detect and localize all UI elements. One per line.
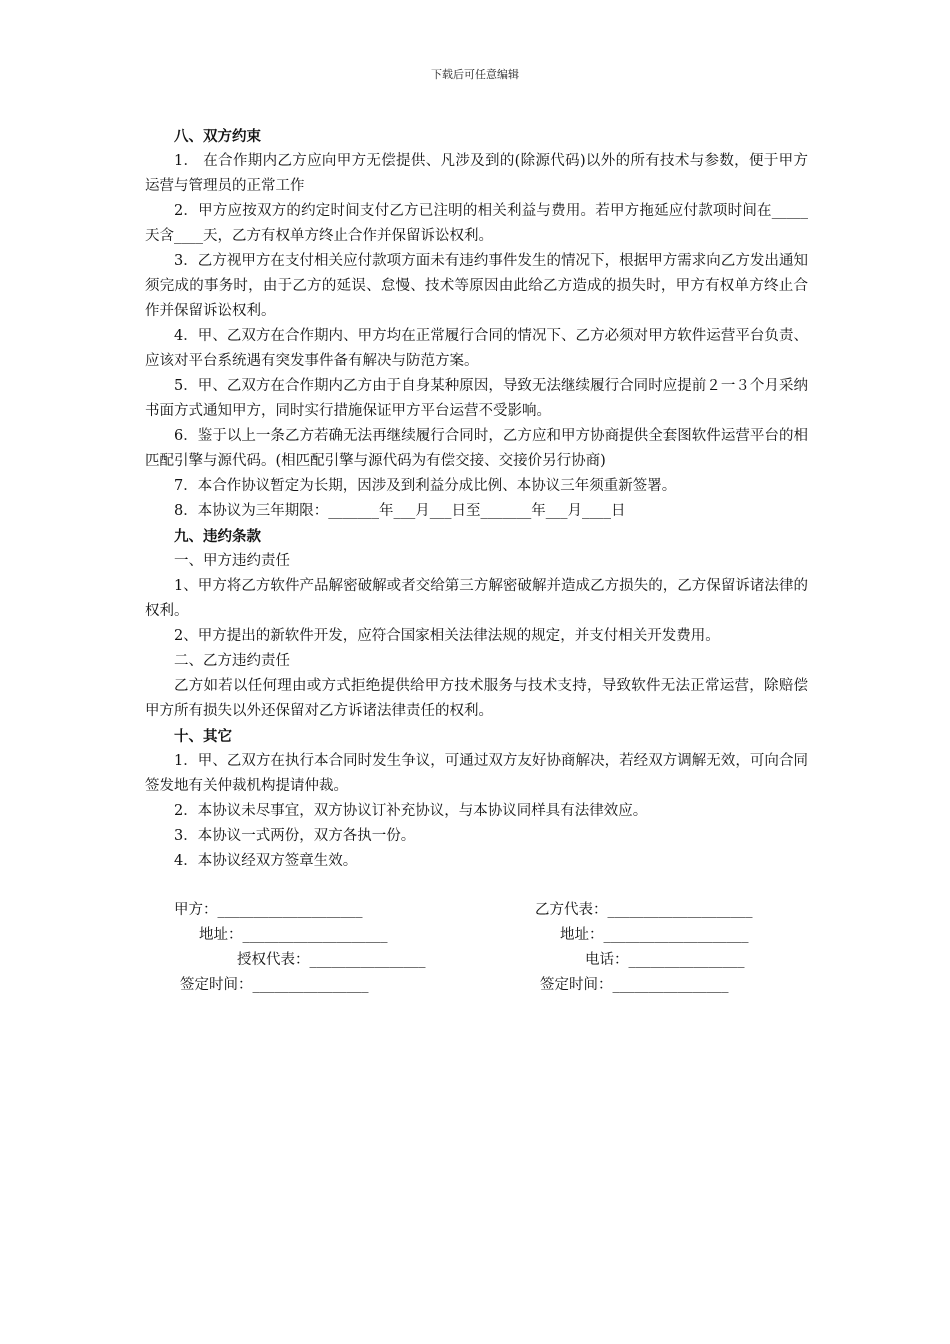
section-heading: 十、其它 (174, 728, 232, 745)
clause-paragraph: 8．本协议为三年期限：_______年___月___日至_______年___月____日 (174, 503, 626, 519)
contract-body (145, 124, 808, 874)
clause-paragraph: 2．本协议未尽事宜，双方协议订补充协议，与本协议同样具有法律效应。 (174, 803, 648, 819)
party-b-sign-date-field: 签定时间：________________ (540, 977, 729, 993)
party-a-authorized-rep-field: 授权代表：________________ (237, 952, 426, 968)
signature-row (0, 948, 950, 973)
clause-paragraph: 1． 在合作期内乙方应向甲方无偿提供、凡涉及到的(除源代码)以外的所有技术与参数，便于甲方运营与管理员的正常工作 (145, 153, 808, 194)
clause-paragraph: 4．本协议经双方签章生效。 (174, 853, 358, 869)
party-a-field: 甲方：____________________ (174, 902, 363, 918)
signature-row (0, 898, 950, 923)
subsection-heading: 二、乙方违约责任 (174, 653, 290, 669)
section-heading: 八、双方约束 (174, 128, 261, 145)
clause-paragraph: 7．本合作协议暂定为长期，因涉及到利益分成比例、本协议三年须重新签署。 (174, 478, 677, 494)
clause-paragraph: 1、甲方将乙方软件产品解密破解或者交给第三方解密破解并造成乙方损失的，乙方保留诉诸法律的权利。 (145, 578, 808, 619)
clause-paragraph: 6．鉴于以上一条乙方若确无法再继续履行合同时，乙方应和甲方协商提供全套图软件运营平台的相匹配引擎与源代码。(相匹配引擎与源代码为有偿交接、交接价另行协商) (145, 428, 808, 469)
clause-paragraph: 3．乙方视甲方在支付相关应付款项方面未有违约事件发生的情况下，根据甲方需求向乙方发出通知须完成的事务时，由于乙方的延误、怠慢、技术等原因由此给乙方造成的损失时，甲方有权单方终止合作并保留诉讼权利。 (145, 253, 808, 319)
clause-paragraph: 5．甲、乙双方在合作期内乙方由于自身某种原因，导致无法继续履行合同时应提前２一３个月采纳书面方式通知甲方，同时实行措施保证甲方平台运营不受影响。 (145, 378, 808, 419)
clause-paragraph: 4．甲、乙双方在合作期内、甲方均在正常履行合同的情况下、乙方必须对甲方软件运营平台负责、 应该对平台系统遇有突发事件备有解决与防范方案。 (145, 328, 808, 369)
clause-paragraph: 2．甲方应按双方的约定时间支付乙方已注明的相关利益与费用。若甲方拖延应付款项时间在_____天含____天，乙方有权单方终止合作并保留诉讼权利。 (145, 203, 808, 244)
subsection-heading: 一、甲方违约责任 (174, 553, 290, 569)
party-a-sign-date-field: 签定时间：________________ (180, 977, 369, 993)
party-a-address-field: 地址：____________________ (199, 927, 388, 943)
party-b-rep-field: 乙方代表：____________________ (535, 902, 753, 918)
signature-block (0, 898, 950, 998)
clause-paragraph: 2、甲方提出的新软件开发，应符合国家相关法律法规的规定，并支付相关开发费用。 (174, 628, 720, 644)
party-b-address-field: 地址：____________________ (560, 927, 749, 943)
party-b-phone-field: 电话：________________ (585, 952, 745, 968)
signature-row (0, 973, 950, 998)
page-header: 下载后可任意编辑 (431, 68, 519, 81)
signature-row (0, 923, 950, 948)
section-heading: 九、违约条款 (174, 528, 261, 545)
clause-paragraph: 乙方如若以任何理由或方式拒绝提供给甲方技术服务与技术支持，导致软件无法正常运营，除赔偿甲方所有损失以外还保留对乙方诉诸法律责任的权利。 (145, 678, 808, 719)
clause-paragraph: 1．甲、乙双方在执行本合同时发生争议，可通过双方友好协商解决，若经双方调解无效，可向合同签发地有关仲裁机构提请仲裁。 (145, 753, 808, 794)
clause-paragraph: 3．本协议一式两份，双方各执一份。 (174, 828, 416, 844)
